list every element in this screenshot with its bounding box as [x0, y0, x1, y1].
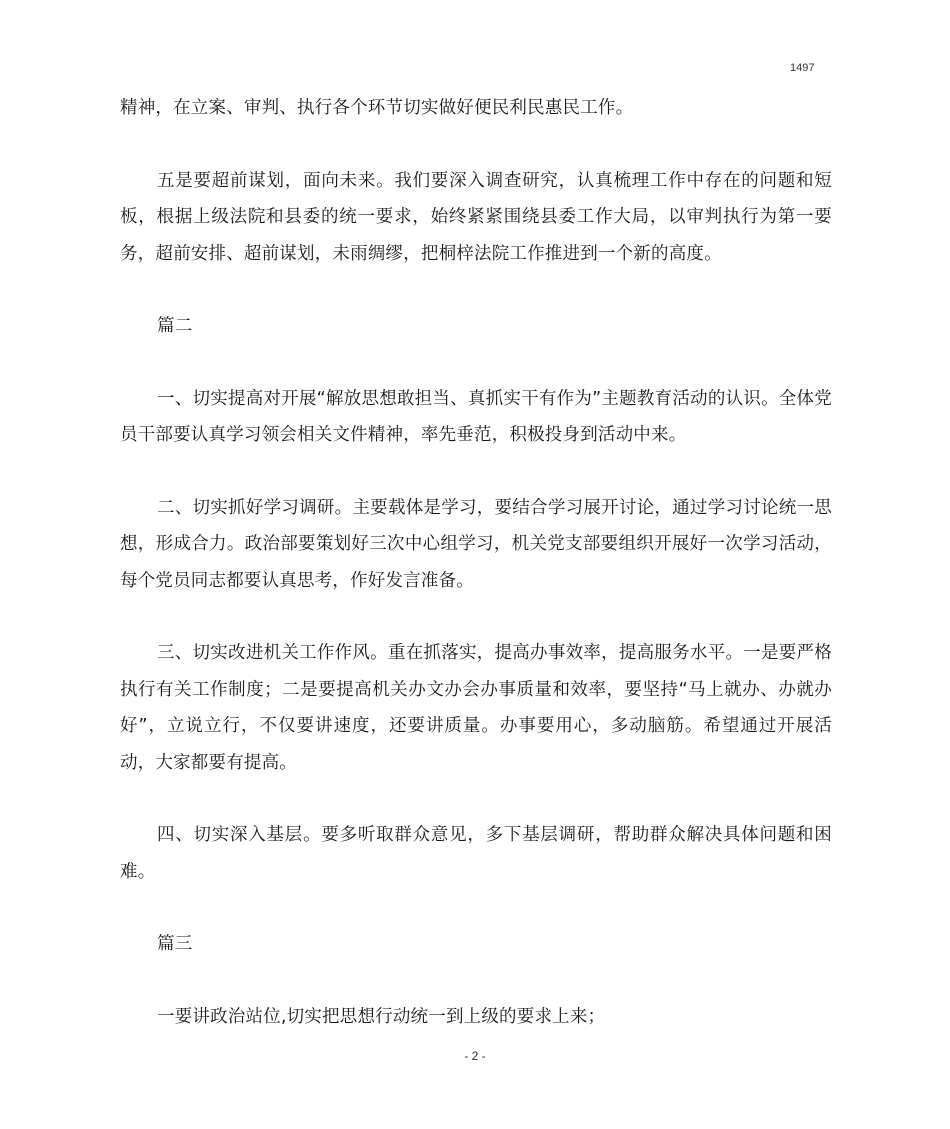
paragraph-item-one: 一、切实提高对开展“解放思想敢担当、真抓实干有作为”主题教育活动的认识。全体党员干部要认真学习领会相关文件精神，率先垂范，积极投身到活动中来。	[120, 388, 832, 445]
paragraph-item-three: 三、切实改进机关工作作风。重在抓落实，提高办事效率，提高服务水平。一是要严格执行有关工作制度；二是要提高机关办文办会办事质量和效率，要坚持“马上就办、办就办好”，立说立行，不仅要讲速度，还要讲质量。办事要用心，多动脑筋。希望通过开展活动，大家都要有提高。	[120, 643, 832, 773]
page-footer-number: - 2 -	[464, 1049, 486, 1063]
section-heading-part-two: 篇二	[157, 316, 193, 336]
document-id-number: 1497	[790, 62, 815, 74]
document-body	[120, 90, 832, 1071]
paragraph-continuation: 精神，在立案、审判、执行各个环节切实做好便民利民惠民工作。	[120, 98, 634, 118]
paragraph-point-five: 五是要超前谋划，面向未来。我们要深入调查研究，认真梳理工作中存在的问题和短板，根据上级法院和县委的统一要求，始终紧紧围绕县委工作大局，以审判执行为第一要务，超前安排、超前谋划，未雨绸缪，把桐梓法院工作推进到一个新的高度。	[120, 170, 832, 264]
paragraph-part-three-item-one: 一要讲政治站位,切实把思想行动统一到上级的要求上来；	[157, 1006, 606, 1027]
paragraph-item-four: 四、切实深入基层。要多听取群众意见，多下基层调研，帮助群众解决具体问题和困难。	[120, 825, 832, 882]
paragraph-item-two: 二、切实抓好学习调研。主要载体是学习，要结合学习展开讨论，通过学习讨论统一思想，形成合力。政治部要策划好三次中心组学习，机关党支部要组织开展好一次学习活动，每个党员同志都要认真思考，作好发言准备。	[120, 497, 832, 591]
section-heading-part-three: 篇三	[157, 934, 193, 954]
